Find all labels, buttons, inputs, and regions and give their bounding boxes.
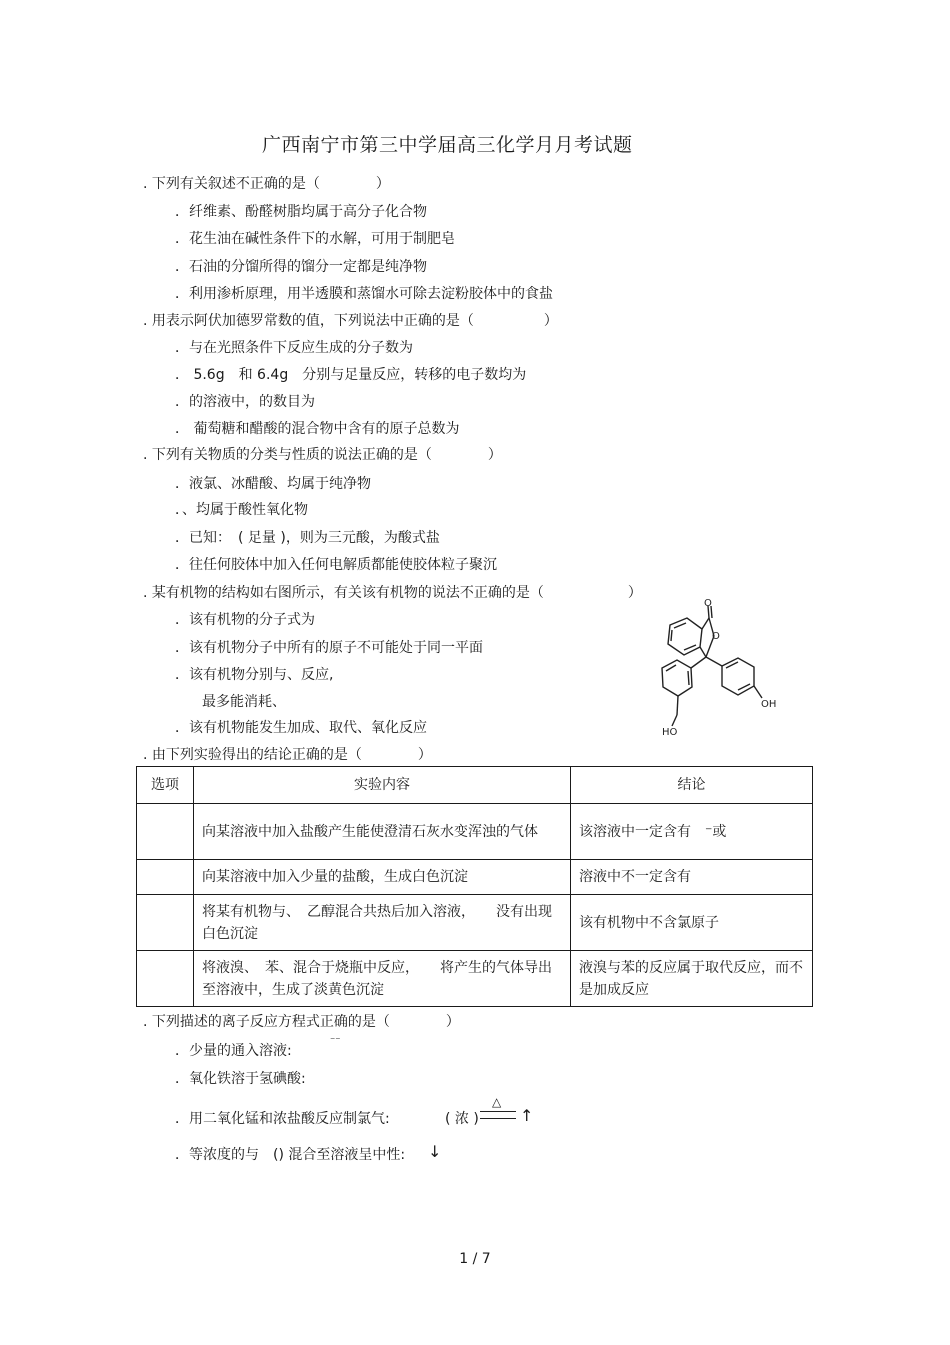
- question-1-option-b: ．花生油在碱性条件下的水解，可用于制肥皂: [175, 231, 455, 247]
- table-row: [137, 895, 813, 951]
- equation-double-line: [480, 1111, 516, 1119]
- page-number: 1 / 7: [459, 1251, 491, 1267]
- table-header-content: 实验内容: [194, 767, 571, 804]
- table-cell-conclusion: 液溴与苯的反应属于取代反应，而不是加成反应: [571, 951, 813, 1007]
- experiment-table: [136, 766, 813, 1007]
- question-6-option-a-mark: ⁻⁻: [330, 1036, 341, 1047]
- right-hydroxyl-label: OH: [761, 699, 777, 710]
- question-2-option-a: ．与在光照条件下反应生成的分子数为: [175, 340, 413, 356]
- table-cell-conclusion: 该有机物中不含氯原子: [571, 895, 813, 951]
- question-4-stem: . 某有机物的结构如右图所示，有关该有机物的说法不正确的是（ ）: [143, 585, 642, 601]
- table-row: [137, 951, 813, 1007]
- question-6-stem: . 下列描述的离子反应方程式正确的是（ ）: [143, 1014, 460, 1030]
- question-1-option-a: ．纤维素、酚醛树脂均属于高分子化合物: [175, 204, 427, 220]
- question-2-option-c: ．的溶液中，的数目为: [175, 394, 315, 410]
- table-cell-option: [137, 804, 194, 860]
- table-header-row: [137, 767, 813, 804]
- question-6-option-c: ．用二氧化锰和浓盐酸反应制氯气:: [175, 1111, 390, 1127]
- table-cell-conclusion: 溶液中不一定含有: [571, 860, 813, 895]
- question-3-option-a: ．液氯、冰醋酸、均属于纯净物: [175, 476, 371, 492]
- question-3-option-c: ．已知： ( 足量 )，则为三元酸，为酸式盐: [175, 530, 440, 546]
- question-2-option-d: ． 葡萄糖和醋酸的混合物中含有的原子总数为: [175, 421, 460, 437]
- document-title: 广西南宁市第三中学届高三化学月月考试题: [262, 134, 633, 156]
- question-5-stem: . 由下列实验得出的结论正确的是（ ）: [143, 747, 432, 763]
- question-4-option-a: ．该有机物的分子式为: [175, 612, 315, 628]
- table-cell-content: 将某有机物与、 乙醇混合共热后加入溶液， 没有出现白色沉淀: [194, 895, 571, 951]
- table-header-option: 选项: [137, 767, 194, 804]
- precipitate-down-arrow-icon: ↓: [428, 1142, 442, 1161]
- question-4-option-c: ．该有机物分别与、反应,: [175, 667, 334, 683]
- left-hydroxyl-label: HO: [662, 727, 678, 738]
- question-1-stem: . 下列有关叙述不正确的是（ ）: [143, 176, 390, 192]
- table-cell-option: [137, 895, 194, 951]
- molecule-structure-figure: [640, 595, 790, 745]
- carbonyl-oxygen-label: O: [704, 598, 712, 609]
- question-4-option-c-cont: 最多能消耗、: [202, 694, 286, 710]
- table-cell-option: [137, 860, 194, 895]
- question-2-option-b: ． 5.6g 和 6.4g 分别与足量反应，转移的电子数均为: [175, 367, 527, 383]
- question-6-option-d: ．等浓度的与 () 混合至溶液呈中性:: [175, 1147, 406, 1163]
- ring-oxygen-label: O: [712, 631, 720, 642]
- question-3-stem: . 下列有关物质的分类与性质的说法正确的是（ ）: [143, 447, 502, 463]
- question-1-option-c: ．石油的分馏所得的馏分一定都是纯净物: [175, 259, 427, 275]
- question-6-option-b: ．氧化铁溶于氢碘酸:: [175, 1071, 306, 1087]
- table-cell-content: 向某溶液中加入盐酸产生能使澄清石灰水变浑浊的气体: [194, 804, 571, 860]
- table-header-conclusion: 结论: [571, 767, 813, 804]
- heat-condition-icon: △: [492, 1095, 502, 1109]
- table-cell-option: [137, 951, 194, 1007]
- table-row: [137, 860, 813, 895]
- gas-up-arrow-icon: ↑: [520, 1106, 534, 1125]
- question-6-option-c-conc: ( 浓 ): [445, 1111, 479, 1127]
- table-row: [137, 804, 813, 860]
- table-cell-content: 向某溶液中加入少量的盐酸，生成白色沉淀: [194, 860, 571, 895]
- question-3-option-d: ．往任何胶体中加入任何电解质都能使胶体粒子聚沉: [175, 557, 497, 573]
- table-cell-content: 将液溴、 苯、混合于烧瓶中反应， 将产生的气体导出至溶液中，生成了淡黄色沉淀: [194, 951, 571, 1007]
- question-4-option-d: ．该有机物能发生加成、取代、氧化反应: [175, 720, 427, 736]
- question-4-option-b: ．该有机物分子中所有的原子不可能处于同一平面: [175, 640, 483, 656]
- question-1-option-d: ．利用渗析原理，用半透膜和蒸馏水可除去淀粉胶体中的食盐: [175, 286, 553, 302]
- question-2-stem: . 用表示阿伏加德罗常数的值，下列说法中正确的是（ ）: [143, 313, 558, 329]
- question-6-option-a: ．少量的通入溶液:: [175, 1043, 292, 1059]
- question-3-option-b: ．、均属于酸性氧化物: [175, 502, 308, 518]
- table-cell-conclusion: 该溶液中一定含有 ⁻或: [571, 804, 813, 860]
